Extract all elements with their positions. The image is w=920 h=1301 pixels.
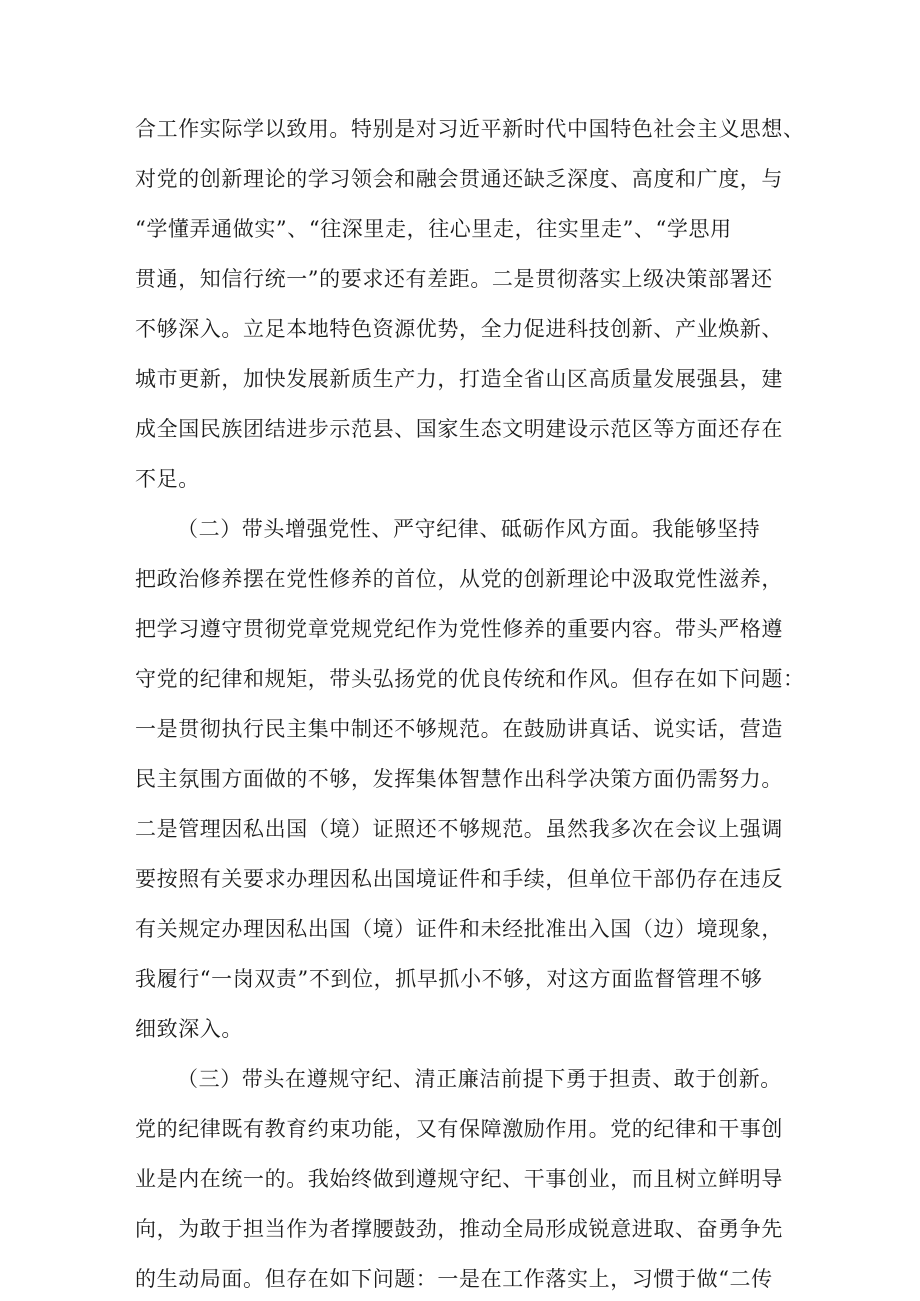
- paragraph-line: 有关规定办理因私出国（境）证件和未经批准出入国（边）境现象，: [135, 917, 783, 941]
- paragraph-line: 党的纪律既有教育约束功能，又有保障激励作用。党的纪律和干事创: [135, 1117, 783, 1141]
- paragraph-line: 不足。: [135, 467, 200, 491]
- paragraph-line: 民主氛围方面做的不够，发挥集体智慧作出科学决策方面仍需努力。: [135, 767, 783, 791]
- paragraph-line: 守党的纪律和规矩，带头弘扬党的优良传统和作风。但存在如下问题：: [135, 667, 805, 691]
- paragraph-line: 不够深入。立足本地特色资源优势，全力促进科技创新、产业焕新、: [135, 317, 783, 341]
- paragraph-line: 对党的创新理论的学习领会和融会贯通还缺乏深度、高度和广度，与: [135, 167, 783, 191]
- paragraph-line: 要按照有关要求办理因私出国境证件和手续，但单位干部仍存在违反: [135, 867, 783, 891]
- paragraph-line: 把政治修养摆在党性修养的首位，从党的创新理论中汲取党性滋养，: [135, 567, 783, 591]
- paragraph-line: 的生动局面。但存在如下问题：一是在工作落实上，习惯于做“二传: [135, 1267, 773, 1291]
- paragraph-line: 二是管理因私出国（境）证照还不够规范。虽然我多次在会议上强调: [135, 817, 783, 841]
- paragraph-line: “学懂弄通做实”、“往深里走，往心里走，往实里走”、“学思用: [135, 217, 732, 241]
- paragraph-line: 业是内在统一的。我始终做到遵规守纪、干事创业，而且树立鲜明导: [135, 1167, 783, 1191]
- paragraph-line: 城市更新，加快发展新质生产力，打造全省山区高质量发展强县，建: [135, 367, 783, 391]
- paragraph-line: 合工作实际学以致用。特别是对习近平新时代中国特色社会主义思想、: [135, 117, 805, 141]
- paragraph-line: 我履行“一岗双责”不到位，抓早抓小不够，对这方面监督管理不够: [135, 967, 763, 991]
- section-heading-line: （三）带头在遵规守纪、清正廉洁前提下勇于担责、敢于创新。: [177, 1067, 782, 1091]
- paragraph-line: 把学习遵守贯彻党章党规党纪作为党性修养的重要内容。带头严格遵: [135, 617, 783, 641]
- paragraph-line: 细致深入。: [135, 1017, 243, 1041]
- section-heading-line: （二）带头增强党性、严守纪律、砥砺作风方面。我能够坚持: [177, 517, 761, 541]
- paragraph-line: 向，为敢于担当作为者撑腰鼓劲，推动全局形成锐意进取、奋勇争先: [135, 1217, 783, 1241]
- paragraph-line: 成全国民族团结进步示范县、国家生态文明建设示范区等方面还存在: [135, 417, 783, 441]
- paragraph-line: 一是贯彻执行民主集中制还不够规范。在鼓励讲真话、说实话，营造: [135, 717, 783, 741]
- paragraph-line: 贯通，知信行统一”的要求还有差距。二是贯彻落实上级决策部署还: [135, 267, 773, 291]
